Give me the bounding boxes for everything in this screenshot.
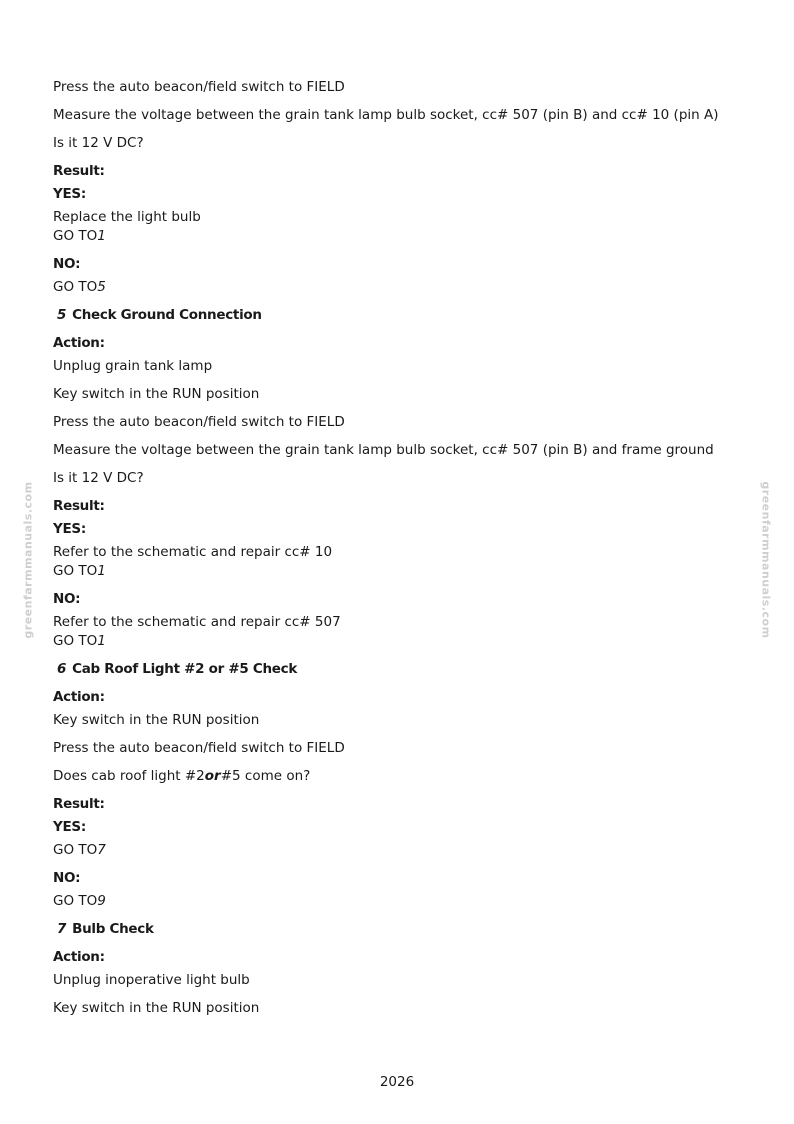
step-heading — [57, 920, 753, 939]
question-part: #5 come on? — [220, 768, 311, 784]
goto-text: GO TO — [53, 842, 98, 858]
goto-text: GO TO — [53, 563, 98, 579]
instruction-line: Measure the voltage between the grain tank lamp bulb socket, cc# 507 (pin B) and frame ground — [53, 442, 714, 458]
document-body — [53, 78, 753, 1027]
goto-target: 1 — [97, 228, 106, 244]
step-heading — [57, 660, 753, 679]
no-label: NO: — [53, 591, 81, 607]
goto-text: GO TO — [53, 228, 98, 244]
page-number: 2026 — [379, 1074, 415, 1090]
result-label: Result: — [53, 796, 105, 812]
step-number: 7 — [57, 921, 67, 937]
step-number: 6 — [57, 661, 67, 677]
no-label: NO: — [53, 870, 81, 886]
question-or: or — [204, 768, 221, 784]
goto-target: 1 — [97, 633, 106, 649]
action-label: Action: — [53, 335, 105, 351]
goto-target: 5 — [97, 279, 106, 295]
goto-line — [53, 227, 753, 246]
step-heading — [57, 306, 753, 325]
goto-target: 1 — [97, 563, 106, 579]
question-part: Does cab roof light #2 — [53, 768, 205, 784]
yes-label: YES: — [53, 521, 86, 537]
goto-target: 9 — [97, 893, 106, 909]
no-label: NO: — [53, 256, 81, 272]
instruction-line: Key switch in the RUN position — [53, 712, 260, 728]
step-number: 5 — [57, 307, 67, 323]
goto-line — [53, 632, 753, 651]
yes-label: YES: — [53, 819, 86, 835]
question-line — [53, 767, 753, 786]
yes-label: YES: — [53, 186, 86, 202]
step-title: Bulb Check — [72, 921, 154, 937]
step-title: Cab Roof Light #2 or #5 Check — [72, 661, 298, 677]
instruction-line: Press the auto beacon/field switch to FIELD — [53, 414, 345, 430]
instruction-line: Unplug inoperative light bulb — [53, 972, 250, 988]
instruction-line: Replace the light bulb — [53, 209, 201, 225]
instruction-line: Refer to the schematic and repair cc# 10 — [53, 544, 333, 560]
result-label: Result: — [53, 163, 105, 179]
question-line: Is it 12 V DC? — [53, 135, 144, 151]
goto-line — [53, 892, 753, 911]
result-label: Result: — [53, 498, 105, 514]
action-label: Action: — [53, 949, 105, 965]
instruction-line: Key switch in the RUN position — [53, 386, 260, 402]
instruction-line: Refer to the schematic and repair cc# 507 — [53, 614, 341, 630]
watermark-right: greenfarmmanuals.com — [759, 481, 773, 639]
goto-text: GO TO — [53, 633, 98, 649]
goto-text: GO TO — [53, 279, 98, 295]
goto-target: 7 — [97, 842, 106, 858]
goto-line — [53, 562, 753, 581]
goto-line — [53, 278, 753, 297]
action-label: Action: — [53, 689, 105, 705]
question-line: Is it 12 V DC? — [53, 470, 144, 486]
instruction-line: Press the auto beacon/field switch to FIELD — [53, 79, 345, 95]
instruction-line: Unplug grain tank lamp — [53, 358, 213, 374]
instruction-line: Key switch in the RUN position — [53, 1000, 260, 1016]
watermark-left: greenfarmmanuals.com — [21, 481, 35, 639]
instruction-line: Press the auto beacon/field switch to FIELD — [53, 740, 345, 756]
goto-text: GO TO — [53, 893, 98, 909]
instruction-line: Measure the voltage between the grain tank lamp bulb socket, cc# 507 (pin B) and cc# 10 (pin A) — [53, 107, 719, 123]
goto-line — [53, 841, 753, 860]
step-title: Check Ground Connection — [72, 307, 262, 323]
